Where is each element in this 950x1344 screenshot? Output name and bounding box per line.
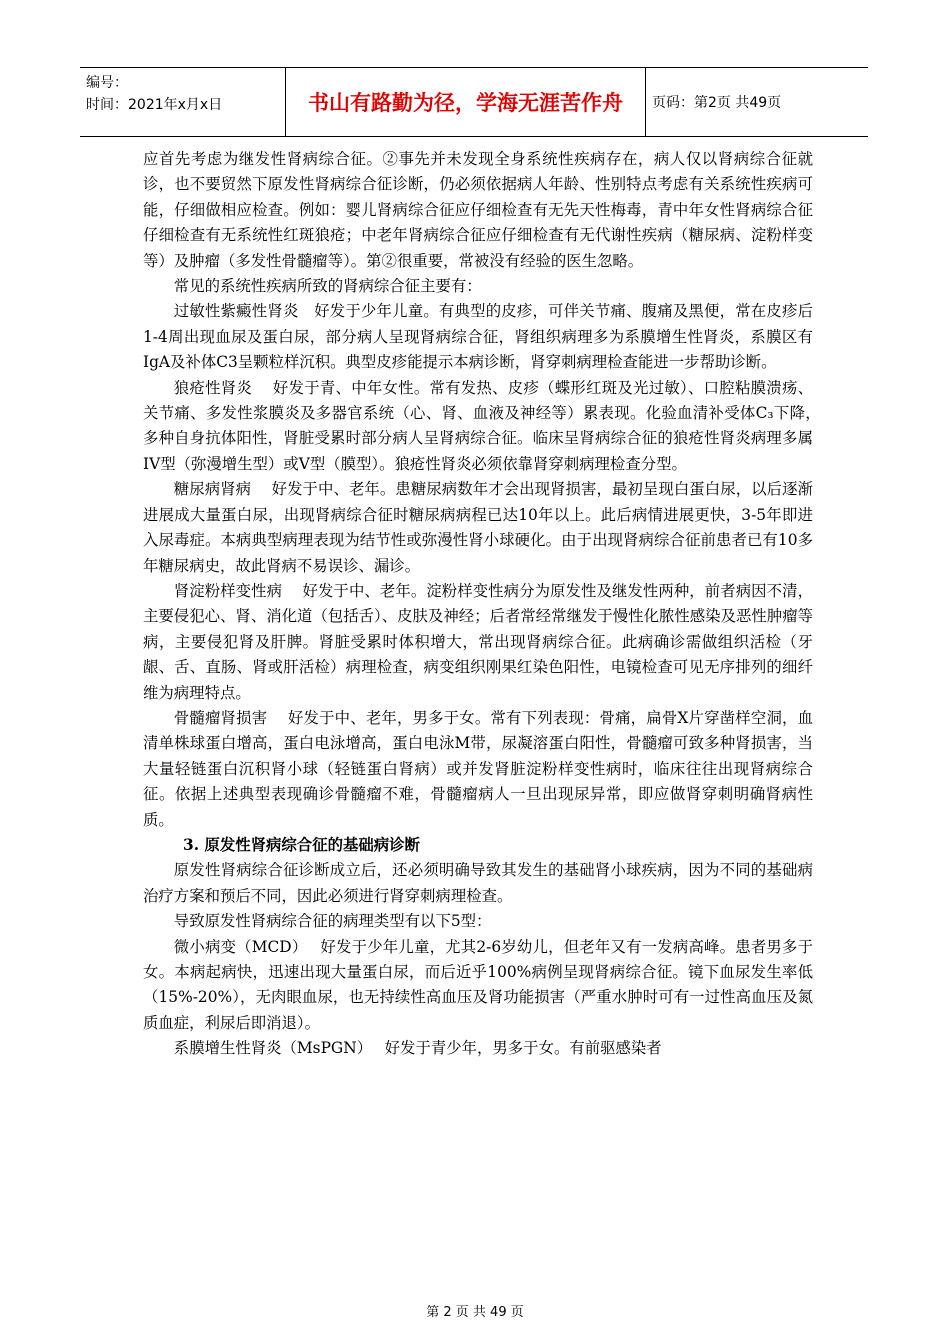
- paragraph: 微小病变（MCD） 好发于少年儿童，尤其2-6岁幼儿，但老年又有一发病高峰。患者男多于女。本病起病快，迅速出现大量蛋白尿，而后近乎100%病例呈现肾病综合征。镜下血尿发生率低（15%-20%），无肉眼血尿，也无持续性高血压及肾功能损害（严重水肿时可有一过性高血压及氮质血症，利尿后即消退）。: [143, 937, 813, 1032]
- paragraph: 系膜增生性肾炎（MsPGN） 好发于青少年，男多于女。有前驱感染者: [173, 1039, 662, 1058]
- paragraph: 应首先考虑为继发性肾病综合征。②事先并未发现全身系统性疾病存在，病人仅以肾病综合征就诊，也不要贸然下原发性肾病综合征诊断，仍必须依据病人年龄、性别特点考虑有关系统性疾病可能，仔细做相应检查。例如：婴儿肾病综合征应仔细检查有无先天性梅毒，青中年女性肾病综合征仔细检查有无系统性红斑狼疮；中老年肾病综合征应仔细检查有无代谢性疾病（糖尿病、淀粉样变等）及肿瘤（多发性骨髓瘤等）。第②很重要，常被没有经验的医生忽略。: [143, 150, 813, 270]
- paragraph: 骨髓瘤肾损害 好发于中、老年，男多于女。常有下列表现：骨痛，扁骨X片穿凿样空洞，血清单株球蛋白增高，蛋白电泳增高，蛋白电泳M带，尿凝溶蛋白阳性，骨髓瘤可致多种肾损害，当大量轻链蛋白沉积肾小球（轻链蛋白肾病）或并发肾脏淀粉样变性病时，临床往往出现肾病综合征。依据上述典型表现确诊骨髓瘤不难，骨髓瘤病人一旦出现尿异常，即应做肾穿刺明确肾病性质。: [143, 708, 813, 829]
- paragraph: 狼疮性肾炎 好发于青、中年女性。常有发热、皮疹（蝶形红斑及光过敏）、口腔粘膜溃疡、关节痛、多发性浆膜炎及多器官系统（心、肾、血液及神经等）累表现。化验血清补受体C₃下降， 多种自身抗体阳性，肾脏受累时部分病人呈肾病综合征。临床呈肾病综合征的狼疮性肾炎病理多属IV型（弥漫增生型）或V型（膜型）。狼疮性肾炎必须依靠肾穿刺病理检查分型。: [143, 378, 829, 473]
- paragraph: 导致原发性肾病综合征的病理类型有以下5型：: [173, 912, 492, 931]
- paragraph: 过敏性紫癜性肾炎 好发于少年儿童。有典型的皮疹，可伴关节痛、腹痛及黑便，常在皮疹后1-4周出现血尿及蛋白尿，部分病人呈现肾病综合征，肾组织病理多为系膜增生性肾炎，系膜区有IgA及补体C3呈颗粒样沉积。典型皮疹能提示本病诊断，肾穿刺病理检查能进一步帮助诊断。: [143, 302, 813, 372]
- header-page-label: 页码：第2页 共49页: [652, 95, 782, 111]
- paragraph: 常见的系统性疾病所致的肾病综合征主要有：: [173, 277, 482, 296]
- paragraph: 肾淀粉样变性病 好发于中、老年。淀粉样变性病分为原发性及继发性两种，前者病因不清，主要侵犯心、肾、消化道（包括舌）、皮肤及神经；后者常经常继发于慢性化脓性感染及恶性肿瘤等病，主要侵犯肾及肝脾。肾脏受累时体积增大，常出现肾病综合征。此病确诊需做组织活检（牙龈、舌、直肠、肾或肝活检）病理检查，病变组织刚果红染色阳性，电镜检查可见无序排列的细纤维为病理特点。: [143, 581, 813, 702]
- page-footer: 第 2 页 共 49 页: [426, 1305, 524, 1320]
- document-body: [143, 147, 829, 1062]
- section-heading: 3. 原发性肾病综合征的基础病诊断: [183, 835, 420, 854]
- page-header: [80, 67, 868, 137]
- paragraph: 糖尿病肾病 好发于中、老年。患糖尿病数年才会出现肾损害，最初呈现白蛋白尿，以后逐渐进展成大量蛋白尿，出现肾病综合征时糖尿病病程已达10年以上。此后病情进展更快，3-5年即进入尿毒症。本病典型病理表现为结节性或弥漫性肾小球硬化。由于出现肾病综合征前患者已有10多年糖尿病史，故此肾病不易误诊、漏诊。: [143, 480, 813, 575]
- number-label: 编号：: [86, 75, 128, 91]
- header-motto: 书山有路勤为径，学海无涯苦作舟: [286, 68, 646, 136]
- header-meta: [80, 68, 286, 136]
- paragraph: 原发性肾病综合征诊断成立后，还必须明确导致其发生的基础肾小球疾病，因为不同的基础病治疗方案和预后不同，因此必须进行肾穿刺病理检查。: [143, 861, 813, 905]
- date-label: 时间：2021年x月x日: [86, 97, 223, 113]
